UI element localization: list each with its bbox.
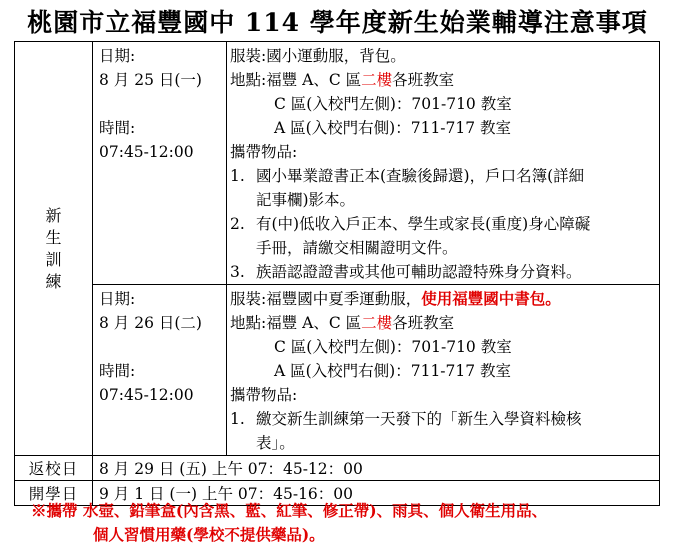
day1-item-3: 3. 族語認證證書或其他可輔助認證特殊身分資料。 — [230, 263, 582, 281]
day2-zone-c: C 區(入校門左側)：701-710 教室 — [274, 338, 512, 356]
day1-info-cell — [227, 42, 660, 285]
day1-item-1: 1. 國小畢業證書正本(查驗後歸還)，戶口名簿(詳細 記事欄)影本。 — [230, 167, 585, 209]
day1-time: 07:45-12:00 — [99, 143, 194, 161]
return-day-row — [15, 456, 660, 481]
return-day-value: 8 月 29 日 (五) 上午 07：45-12：00 — [93, 456, 660, 481]
day2-items-label: 攜帶物品: — [230, 386, 298, 404]
opening-day-value: 9 月 1 日 (一) 上午 07：45-16：00 — [93, 481, 660, 506]
day1-zone-a: A 區(入校門右側)：711-717 教室 — [274, 119, 512, 137]
day1-items-label: 攜帶物品: — [230, 143, 298, 161]
day2-attire: 服裝:福豐國中夏季運動服，使用福豐國中書包。 — [230, 289, 561, 308]
day1-date-label: 日期: — [99, 47, 136, 65]
day2-info-cell — [227, 285, 660, 456]
schedule-table — [14, 41, 660, 506]
day2-date-label: 日期: — [99, 290, 136, 308]
day2-bag-highlight: 使用福豐國中書包。 — [421, 289, 561, 308]
notice-line-2: 個人習慣用藥(學校不提供藥品)。 — [93, 525, 325, 544]
orientation-day-1-row — [15, 42, 660, 285]
day2-location: 地點:福豐 A、C 區二樓各班教室 — [230, 314, 455, 332]
day1-floor-highlight: 二樓 — [361, 71, 393, 89]
notice-line-1: ※攜帶 水壺、鉛筆盒(內含黑、藍、紅筆、修正帶)、雨具、個人衛生用品、 — [31, 501, 548, 520]
orientation-category-cell — [15, 42, 93, 456]
orientation-category-label: 新生訓練 — [45, 205, 62, 291]
orientation-day-2-row — [15, 285, 660, 456]
day1-datetime-cell — [93, 42, 227, 285]
day2-date: 8 月 26 日(二) — [99, 314, 202, 332]
return-day-label: 返校日 — [15, 456, 93, 481]
day1-item-2: 2. 有(中)低收入戶正本、學生或家長(重度)身心障礙 手冊，請繳交相關證明文件。 — [230, 215, 591, 257]
page-title: 桃園市立福豐國中 114 學年度新生始業輔導注意事項 — [27, 8, 648, 37]
day1-zone-c: C 區(入校門左側)：701-710 教室 — [274, 95, 512, 113]
day2-time-label: 時間: — [99, 362, 136, 380]
day2-time: 07:45-12:00 — [99, 386, 194, 404]
day1-date: 8 月 25 日(一) — [99, 71, 202, 89]
day1-attire: 服裝:國小運動服，背包。 — [230, 47, 406, 65]
day2-floor-highlight: 二樓 — [361, 314, 393, 332]
day2-item-1: 1. 繳交新生訓練第一天發下的「新生入學資料檢核 表」。 — [230, 410, 582, 452]
day2-datetime-cell — [93, 285, 227, 456]
day1-time-label: 時間: — [99, 119, 136, 137]
opening-day-label: 開學日 — [15, 481, 93, 506]
day2-zone-a: A 區(入校門右側)：711-717 教室 — [274, 362, 512, 380]
bring-items-notice — [31, 499, 547, 547]
day1-location: 地點:福豐 A、C 區二樓各班教室 — [230, 71, 455, 89]
